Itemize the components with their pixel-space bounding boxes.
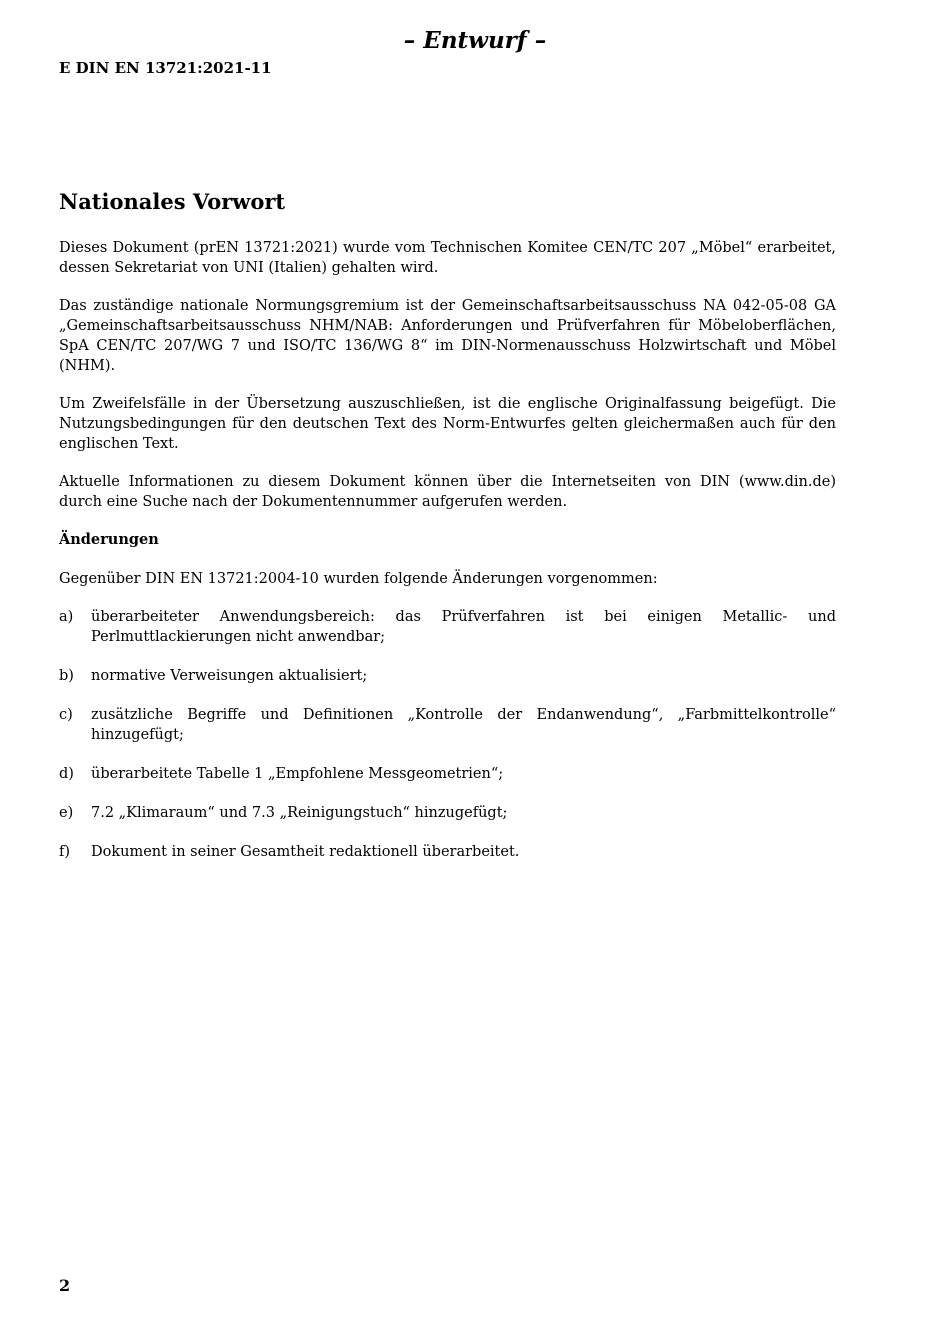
list-letter: e) [59,805,74,821]
list-letter: d) [59,766,74,782]
list-text: überarbeitete Tabelle 1 „Empfohlene Messgeometrien“; [91,766,504,782]
list-text: 7.2 „Klimaraum“ und 7.3 „Reinigungstuch“ hinzugefügt; [91,805,508,821]
change-item-c [59,705,836,745]
changes-list [59,607,836,862]
list-letter: f) [59,844,71,860]
list-letter: c) [59,707,73,723]
foreword-paragraph-1: Dieses Dokument (prEN 13721:2021) wurde vom Technischen Komitee CEN/TC 207 „Möbel“ erarbeitet, dessen Sekretariat von UNI (Italien) gehalten wird. [59,240,836,276]
change-item-e [59,803,836,823]
list-text: zusätzliche Begriffe und Definitionen „Kontrolle der Endanwendung“, „Farbmittelkontrolle“ hinzugefügt; [91,707,836,743]
draft-banner: – Entwurf – [403,27,547,54]
section-title: Nationales Vorwort [59,189,286,214]
changes-heading: Änderungen [59,531,159,548]
list-letter: a) [59,609,74,625]
foreword-paragraph-2: Das zuständige nationale Normungsgremium ist der Gemeinschaftsarbeitsausschuss NA 042-05-08 GA „Gemeinschaftsarbeitsausschuss NHM/NAB: Anforderungen und Prüfverfahren für Möbeloberflächen, SpA CEN/TC 207/WG 7 und ISO/TC 136/WG 8“ im DIN-Normenausschuss Holzwirtschaft und Möbel (NHM). [59,298,836,374]
list-letter: b) [59,668,74,684]
document-id: E DIN EN 13721:2021-11 [59,59,272,77]
list-text: normative Verweisungen aktualisiert; [91,668,368,684]
change-item-d [59,764,836,784]
page-number: 2 [59,1276,71,1295]
change-item-b [59,666,836,686]
changes-intro: Gegenüber DIN EN 13721:2004-10 wurden folgende Änderungen vorgenommen: [59,571,658,587]
list-text: überarbeiteter Anwendungsbereich: das Prüfverfahren ist bei einigen Metallic- und Perlmuttlackierungen nicht anwendbar; [91,609,836,645]
foreword-paragraph-3: Um Zweifelsfälle in der Übersetzung auszuschließen, ist die englische Originalfassung beigefügt. Die Nutzungsbedingungen für den deutschen Text des Norm-Entwurfes gelten gleichermaßen auch für den englischen Text. [59,396,836,452]
change-item-f [59,842,836,862]
foreword-paragraph-4: Aktuelle Informationen zu diesem Dokument können über die Internetseiten von DIN (www.din.de) durch eine Suche nach der Dokumentennummer aufgerufen werden. [59,474,836,510]
list-text: Dokument in seiner Gesamtheit redaktionell überarbeitet. [91,844,520,860]
page-content [59,188,836,881]
change-item-a [59,607,836,647]
